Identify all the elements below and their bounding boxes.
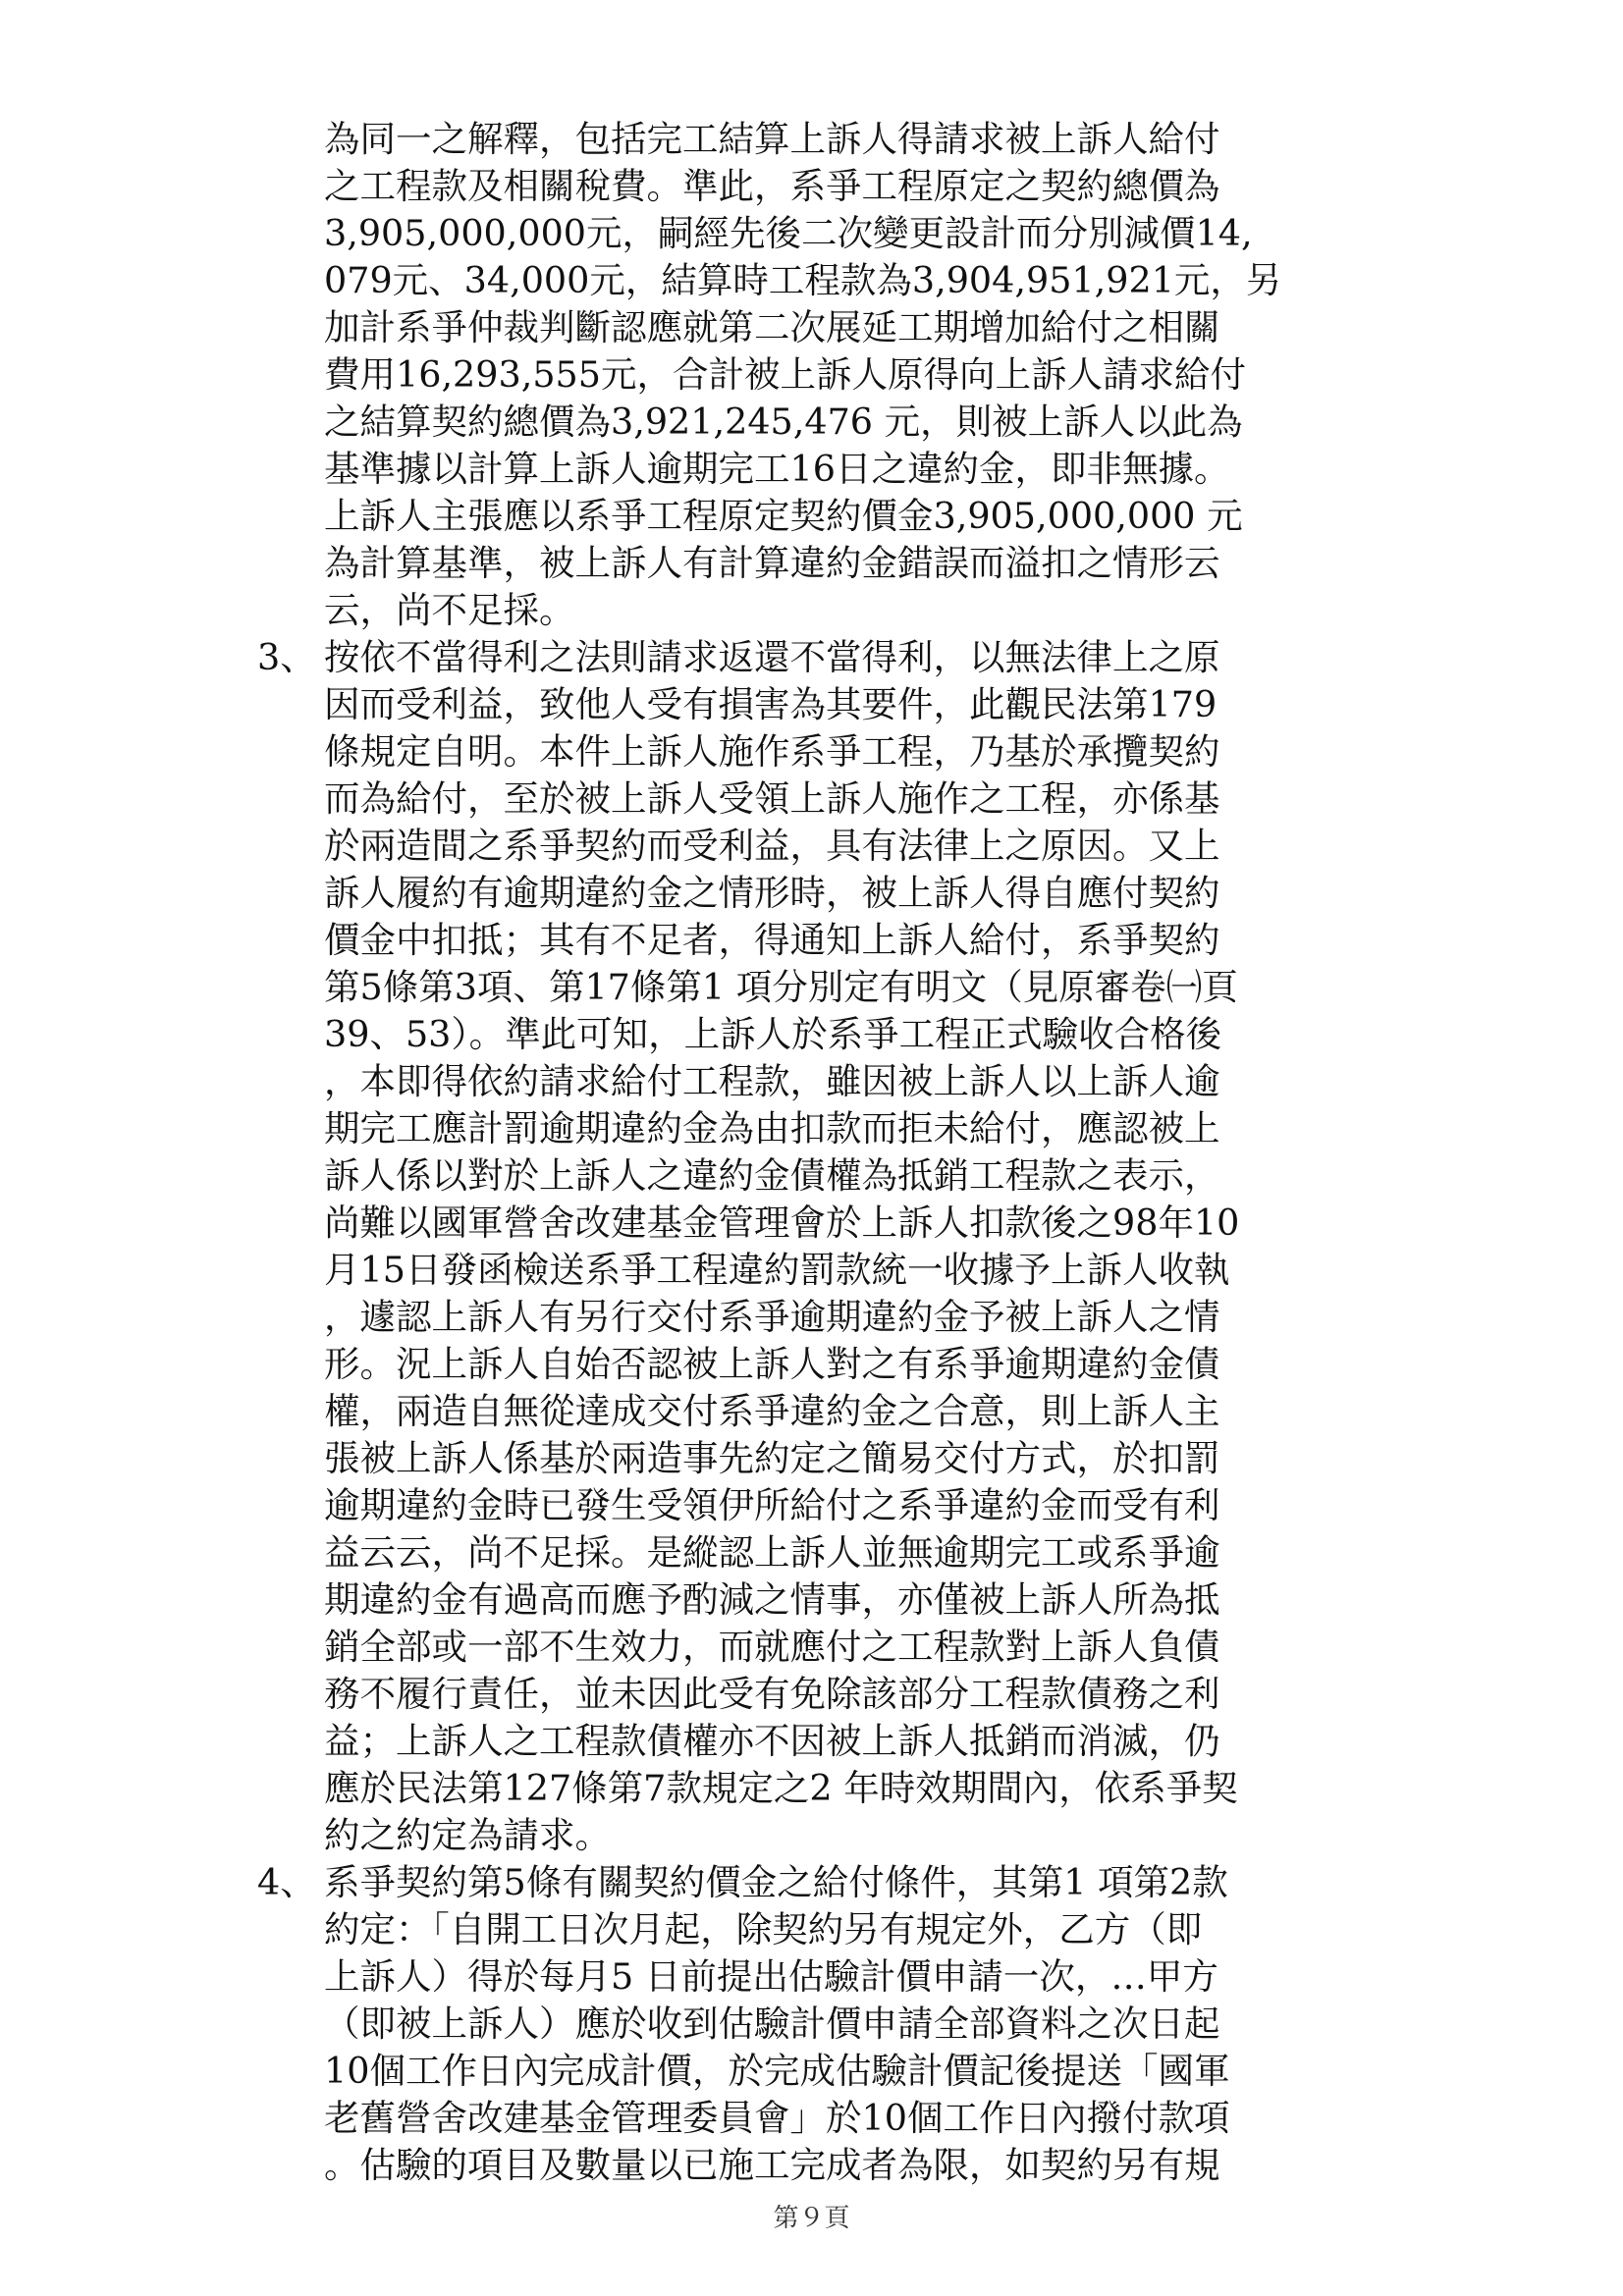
text-line: 費用16,293,555元，合計被上訴人原得向上訴人請求給付	[324, 353, 1246, 396]
text-line: 079元、34,000元，結算時工程款為3,904,951,921元，另	[324, 259, 1282, 301]
text-line: 務不履行責任，並未因此受有免除該部分工程款債務之利	[324, 1673, 1220, 1715]
paragraph-number: 4、	[257, 1861, 316, 1903]
text-line: ，遽認上訴人有另行交付系爭逾期違約金予被上訴人之情	[324, 1296, 1220, 1338]
text-line: 條規定自明。本件上訴人施作系爭工程，乃基於承攬契約	[324, 730, 1220, 773]
text-line: 約之約定為請求。	[324, 1814, 611, 1856]
text-line: 形。況上訴人自始否認被上訴人對之有系爭逾期違約金債	[324, 1343, 1220, 1385]
text-line: 尚難以國軍營舍改建基金管理會於上訴人扣款後之98年10	[324, 1201, 1240, 1244]
text-line: 基準據以計算上訴人逾期完工16日之違約金，即非無據。	[324, 448, 1230, 490]
text-line: 39、53）。準此可知，上訴人於系爭工程正式驗收合格後	[324, 1013, 1222, 1055]
text-line: 10個工作日內完成計價，於完成估驗計價記後提送「國軍	[324, 2050, 1230, 2092]
text-line: 第5條第3項、第17條第1 項分別定有明文（見原審卷㈠頁	[324, 966, 1238, 1008]
text-line: 銷全部或一部不生效力，而就應付之工程款對上訴人負債	[324, 1626, 1220, 1668]
text-line: 約定：「自開工日次月起，除契約另有規定外，乙方（即	[324, 1908, 1203, 1950]
text-line: 訴人係以對於上訴人之違約金債權為抵銷工程款之表示，	[324, 1154, 1220, 1197]
text-line: 之結算契約總價為3,921,245,476 元，則被上訴人以此為	[324, 400, 1243, 443]
text-line: 因而受利益，致他人受有損害為其要件，此觀民法第179	[324, 683, 1217, 725]
text-line: 張被上訴人係基於兩造事先約定之簡易交付方式，於扣罰	[324, 1437, 1220, 1479]
text-line: 月15日發函檢送系爭工程違約罰款統一收據予上訴人收執	[324, 1249, 1230, 1291]
paragraph-number: 3、	[257, 636, 316, 678]
text-line: 益；上訴人之工程款債權亦不因被上訴人抵銷而消滅，仍	[324, 1720, 1220, 1762]
page-number: 第９頁	[773, 2204, 850, 2233]
text-line: 權，兩造自無從達成交付系爭違約金之合意，則上訴人主	[324, 1390, 1220, 1432]
text-line: 上訴人）得於每月5 日前提出估驗計價申請一次，…甲方	[324, 1955, 1218, 1998]
text-line: 為同一之解釋，包括完工結算上訴人得請求被上訴人給付	[324, 118, 1220, 160]
text-line: 期完工應計罰逾期違約金為由扣款而拒未給付，應認被上	[324, 1107, 1220, 1149]
text-line: 價金中扣抵；其有不足者，得通知上訴人給付，系爭契約	[324, 919, 1220, 961]
text-line: 3,905,000,000元，嗣經先後二次變更設計而分別減價14,	[324, 212, 1253, 254]
text-line: 而為給付，至於被上訴人受領上訴人施作之工程，亦係基	[324, 777, 1220, 820]
text-line: 按依不當得利之法則請求返還不當得利，以無法律上之原	[324, 636, 1220, 678]
text-line: 為計算基準，被上訴人有計算違約金錯誤而溢扣之情形云	[324, 542, 1220, 584]
text-line: 老舊營舍改建基金管理委員會」於10個工作日內撥付款項	[324, 2097, 1230, 2139]
text-line: 。估驗的項目及數量以已施工完成者為限，如契約另有規	[324, 2144, 1220, 2186]
text-line: 期違約金有過高而應予酌減之情事，亦僅被上訴人所為抵	[324, 1578, 1220, 1621]
text-line: 益云云，尚不足採。是縱認上訴人並無逾期完工或系爭逾	[324, 1531, 1220, 1574]
text-line: 上訴人主張應以系爭工程原定契約價金3,905,000,000 元	[324, 495, 1243, 537]
text-line: （即被上訴人）應於收到估驗計價申請全部資料之次日起	[324, 2002, 1220, 2045]
text-line: ，本即得依約請求給付工程款，雖因被上訴人以上訴人逾	[324, 1060, 1220, 1102]
text-line: 於兩造間之系爭契約而受利益，具有法律上之原因。又上	[324, 825, 1220, 867]
text-line: 逾期違約金時已發生受領伊所給付之系爭違約金而受有利	[324, 1484, 1220, 1526]
text-line: 系爭契約第5條有關契約價金之給付條件，其第1 項第2款	[324, 1861, 1228, 1903]
text-line: 訴人履約有逾期違約金之情形時，被上訴人得自應付契約	[324, 872, 1220, 914]
text-line: 應於民法第127條第7款規定之2 年時效期間內，依系爭契	[324, 1767, 1238, 1809]
text-line: 之工程款及相關稅費。準此，系爭工程原定之契約總價為	[324, 165, 1220, 207]
text-line: 云，尚不足採。	[324, 589, 575, 631]
text-line: 加計系爭仲裁判斷認應就第二次展延工期增加給付之相關	[324, 306, 1220, 348]
